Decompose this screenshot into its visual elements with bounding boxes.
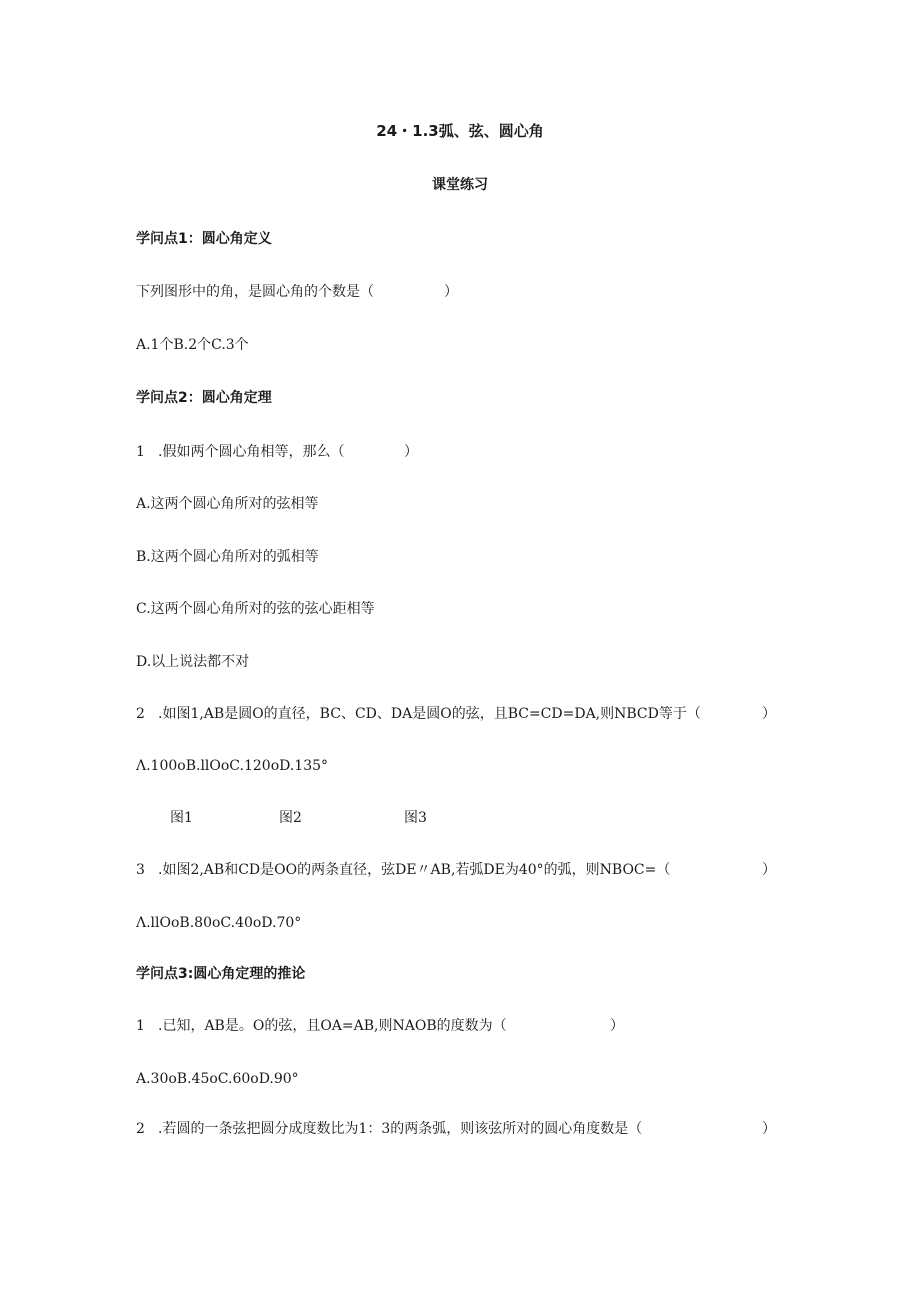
section-2-q2-options: Λ.100oB.llOoC.120oD.135° xyxy=(136,758,329,774)
answer-paren-close: ） xyxy=(762,1121,776,1137)
section-2-q2 xyxy=(136,705,701,723)
question-number: 1 xyxy=(136,1018,145,1034)
option-d: D.以上说法都不对 xyxy=(136,654,250,670)
option-c: C.这两个圆心角所对的弦的弦心距相等 xyxy=(136,601,375,617)
page-title: 24・1.3弧、弦、圆心角 xyxy=(376,122,544,140)
question-number: 3 xyxy=(136,862,145,878)
answer-paren-close: ） xyxy=(762,862,776,878)
option-b: B.这两个圆心角所对的弧相等 xyxy=(136,549,319,565)
section-1-heading: 学问点1：圆心角定义 xyxy=(136,231,272,247)
question-number: 2 xyxy=(136,706,145,722)
answer-paren-close: ） xyxy=(404,444,418,460)
figure-label-1: 图1 xyxy=(170,810,193,826)
page-subtitle: 课堂练习 xyxy=(432,177,488,193)
section-2-q3 xyxy=(136,861,670,879)
answer-paren-close: ） xyxy=(610,1018,624,1034)
section-3-q2 xyxy=(136,1120,642,1138)
section-2-q3-options: Λ.llOoB.80oC.40oD.70° xyxy=(136,915,302,931)
section-1-question xyxy=(136,283,374,301)
section-3-heading: 学问点3:圆心角定理的推论 xyxy=(136,966,306,982)
section-2-heading: 学问点2：圆心角定理 xyxy=(136,390,272,406)
answer-paren-close: ） xyxy=(762,706,776,722)
section-3-q1 xyxy=(136,1017,507,1035)
figure-label-2: 图2 xyxy=(279,810,302,826)
question-text: 下列图形中的角，是圆心角的个数是（ xyxy=(136,284,374,300)
section-3-q1-options: A.30oB.45oC.60oD.90° xyxy=(136,1071,299,1087)
question-number: 1 xyxy=(136,444,145,460)
question-text: .已知，AB是。O的弦，且OA=AB,则NAOB的度数为（ xyxy=(158,1018,507,1034)
section-2-q1 xyxy=(136,443,344,461)
figure-label-3: 图3 xyxy=(404,810,427,826)
question-text: .如图2,AB和CD是OO的两条直径，弦DE〃AB,若弧DE为40°的弧，则NBOC=（ xyxy=(158,862,671,878)
question-number: 2 xyxy=(136,1121,145,1137)
section-1-options: A.1个B.2个C.3个 xyxy=(136,337,249,353)
question-text: .假如两个圆心角相等，那么（ xyxy=(158,444,345,460)
question-text: .若圆的一条弦把圆分成度数比为1：3的两条弧，则该弦所对的圆心角度数是（ xyxy=(158,1121,643,1137)
question-text: .如图1,AB是圆O的直径，BC、CD、DA是圆O的弦，且BC=CD=DA,则NBCD等于（ xyxy=(158,706,701,722)
option-a: A.这两个圆心角所对的弦相等 xyxy=(136,496,319,512)
answer-paren-close: ） xyxy=(444,284,458,300)
